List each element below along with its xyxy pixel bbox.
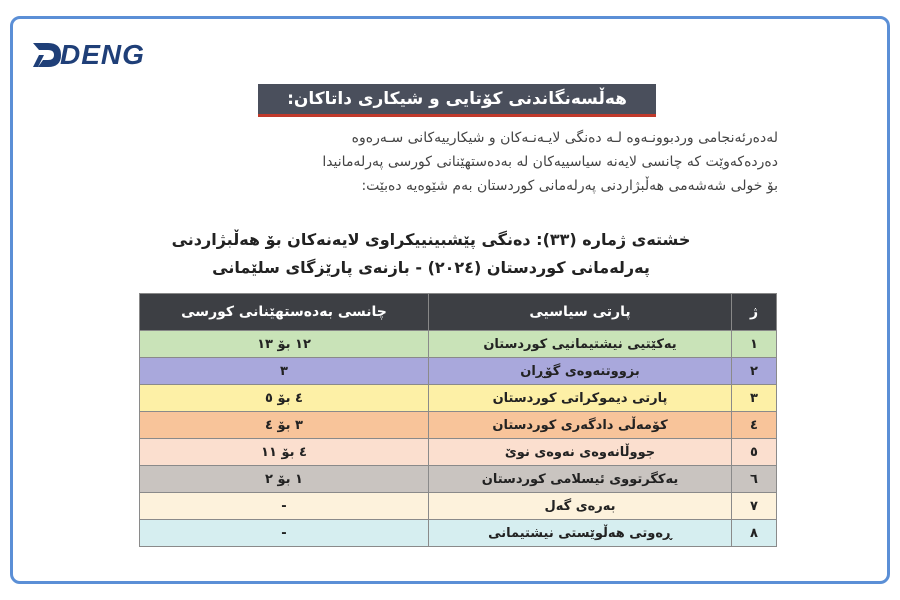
seat-chance-cell: ١ بۆ ٢ xyxy=(140,466,429,493)
header-party: پارتی سیاسیی xyxy=(429,294,732,331)
table-caption xyxy=(110,226,752,282)
seat-chance-cell: ٤ بۆ ١١ xyxy=(140,439,429,466)
intro-paragraph xyxy=(110,126,778,198)
row-number-cell: ١ xyxy=(732,331,777,358)
row-number-cell: ٤ xyxy=(732,412,777,439)
party-name-cell: کۆمەڵی دادگەری کوردستان xyxy=(429,412,732,439)
table-row xyxy=(140,520,777,547)
row-number-cell: ٣ xyxy=(732,385,777,412)
seat-chance-cell: ١٢ بۆ ١٣ xyxy=(140,331,429,358)
party-name-cell: بەرەی گەل xyxy=(429,493,732,520)
party-seats-table xyxy=(139,293,777,547)
section-heading: هەڵسەنگاندنی کۆتایی و شیکاری داتاکان: xyxy=(258,84,656,117)
table-row xyxy=(140,466,777,493)
seat-chance-cell: ٣ بۆ ٤ xyxy=(140,412,429,439)
seat-chance-cell: - xyxy=(140,493,429,520)
table-row xyxy=(140,385,777,412)
row-number-cell: ٢ xyxy=(732,358,777,385)
party-name-cell: ڕەوتی هەڵوێستی نیشتیمانی xyxy=(429,520,732,547)
brand-logo xyxy=(30,38,145,72)
row-number-cell: ٧ xyxy=(732,493,777,520)
seat-chance-cell: - xyxy=(140,520,429,547)
party-name-cell: یەکێتیی نیشتیمانیی کوردستان xyxy=(429,331,732,358)
party-name-cell: جووڵانەوەی نەوەی نوێ xyxy=(429,439,732,466)
paragraph-line: بۆ خولی شەشەمی هەڵبژاردنی پەرلەمانی کوردستان بەم شێوەیە دەبێت: xyxy=(361,178,778,194)
seat-chance-cell: ٤ بۆ ٥ xyxy=(140,385,429,412)
table-row xyxy=(140,358,777,385)
deng-logo-icon xyxy=(30,38,64,72)
header-seats: چانسی بەدەستهێنانی کورسی xyxy=(140,294,429,331)
table-body xyxy=(140,331,777,547)
row-number-cell: ٥ xyxy=(732,439,777,466)
paragraph-line: لەدەرئەنجامی وردبوونـەوە لـە دەنگی لایـەنـەکان و شیکارییەکانی سـەرەوە xyxy=(351,130,778,146)
header-number: ژ xyxy=(732,294,777,331)
table-header-row xyxy=(140,294,777,331)
row-number-cell: ٦ xyxy=(732,466,777,493)
party-name-cell: یەکگرتووی ئیسلامی کوردستان xyxy=(429,466,732,493)
table-row xyxy=(140,331,777,358)
row-number-cell: ٨ xyxy=(732,520,777,547)
seat-chance-cell: ٣ xyxy=(140,358,429,385)
paragraph-line: دەردەکەوێت کە چانسی لایەنە سیاسییەکان لە بەدەستهێنانی کورسی پەرلەمانیدا xyxy=(322,154,778,170)
caption-line: خشتەی ژمارە (٣٣): دەنگی پێشبینییکراوی لایەنەکان بۆ هەڵبژاردنی xyxy=(171,230,691,249)
caption-line: پەرلەمانی کوردستان (٢٠٢٤) - بازنەی پارێزگای سلێمانی xyxy=(212,258,650,277)
brand-name: DENG xyxy=(60,39,145,70)
table-row xyxy=(140,412,777,439)
table-row xyxy=(140,439,777,466)
party-name-cell: پارتی دیموکراتی کوردستان xyxy=(429,385,732,412)
party-name-cell: بزووتنەوەی گۆڕان xyxy=(429,358,732,385)
table-row xyxy=(140,493,777,520)
